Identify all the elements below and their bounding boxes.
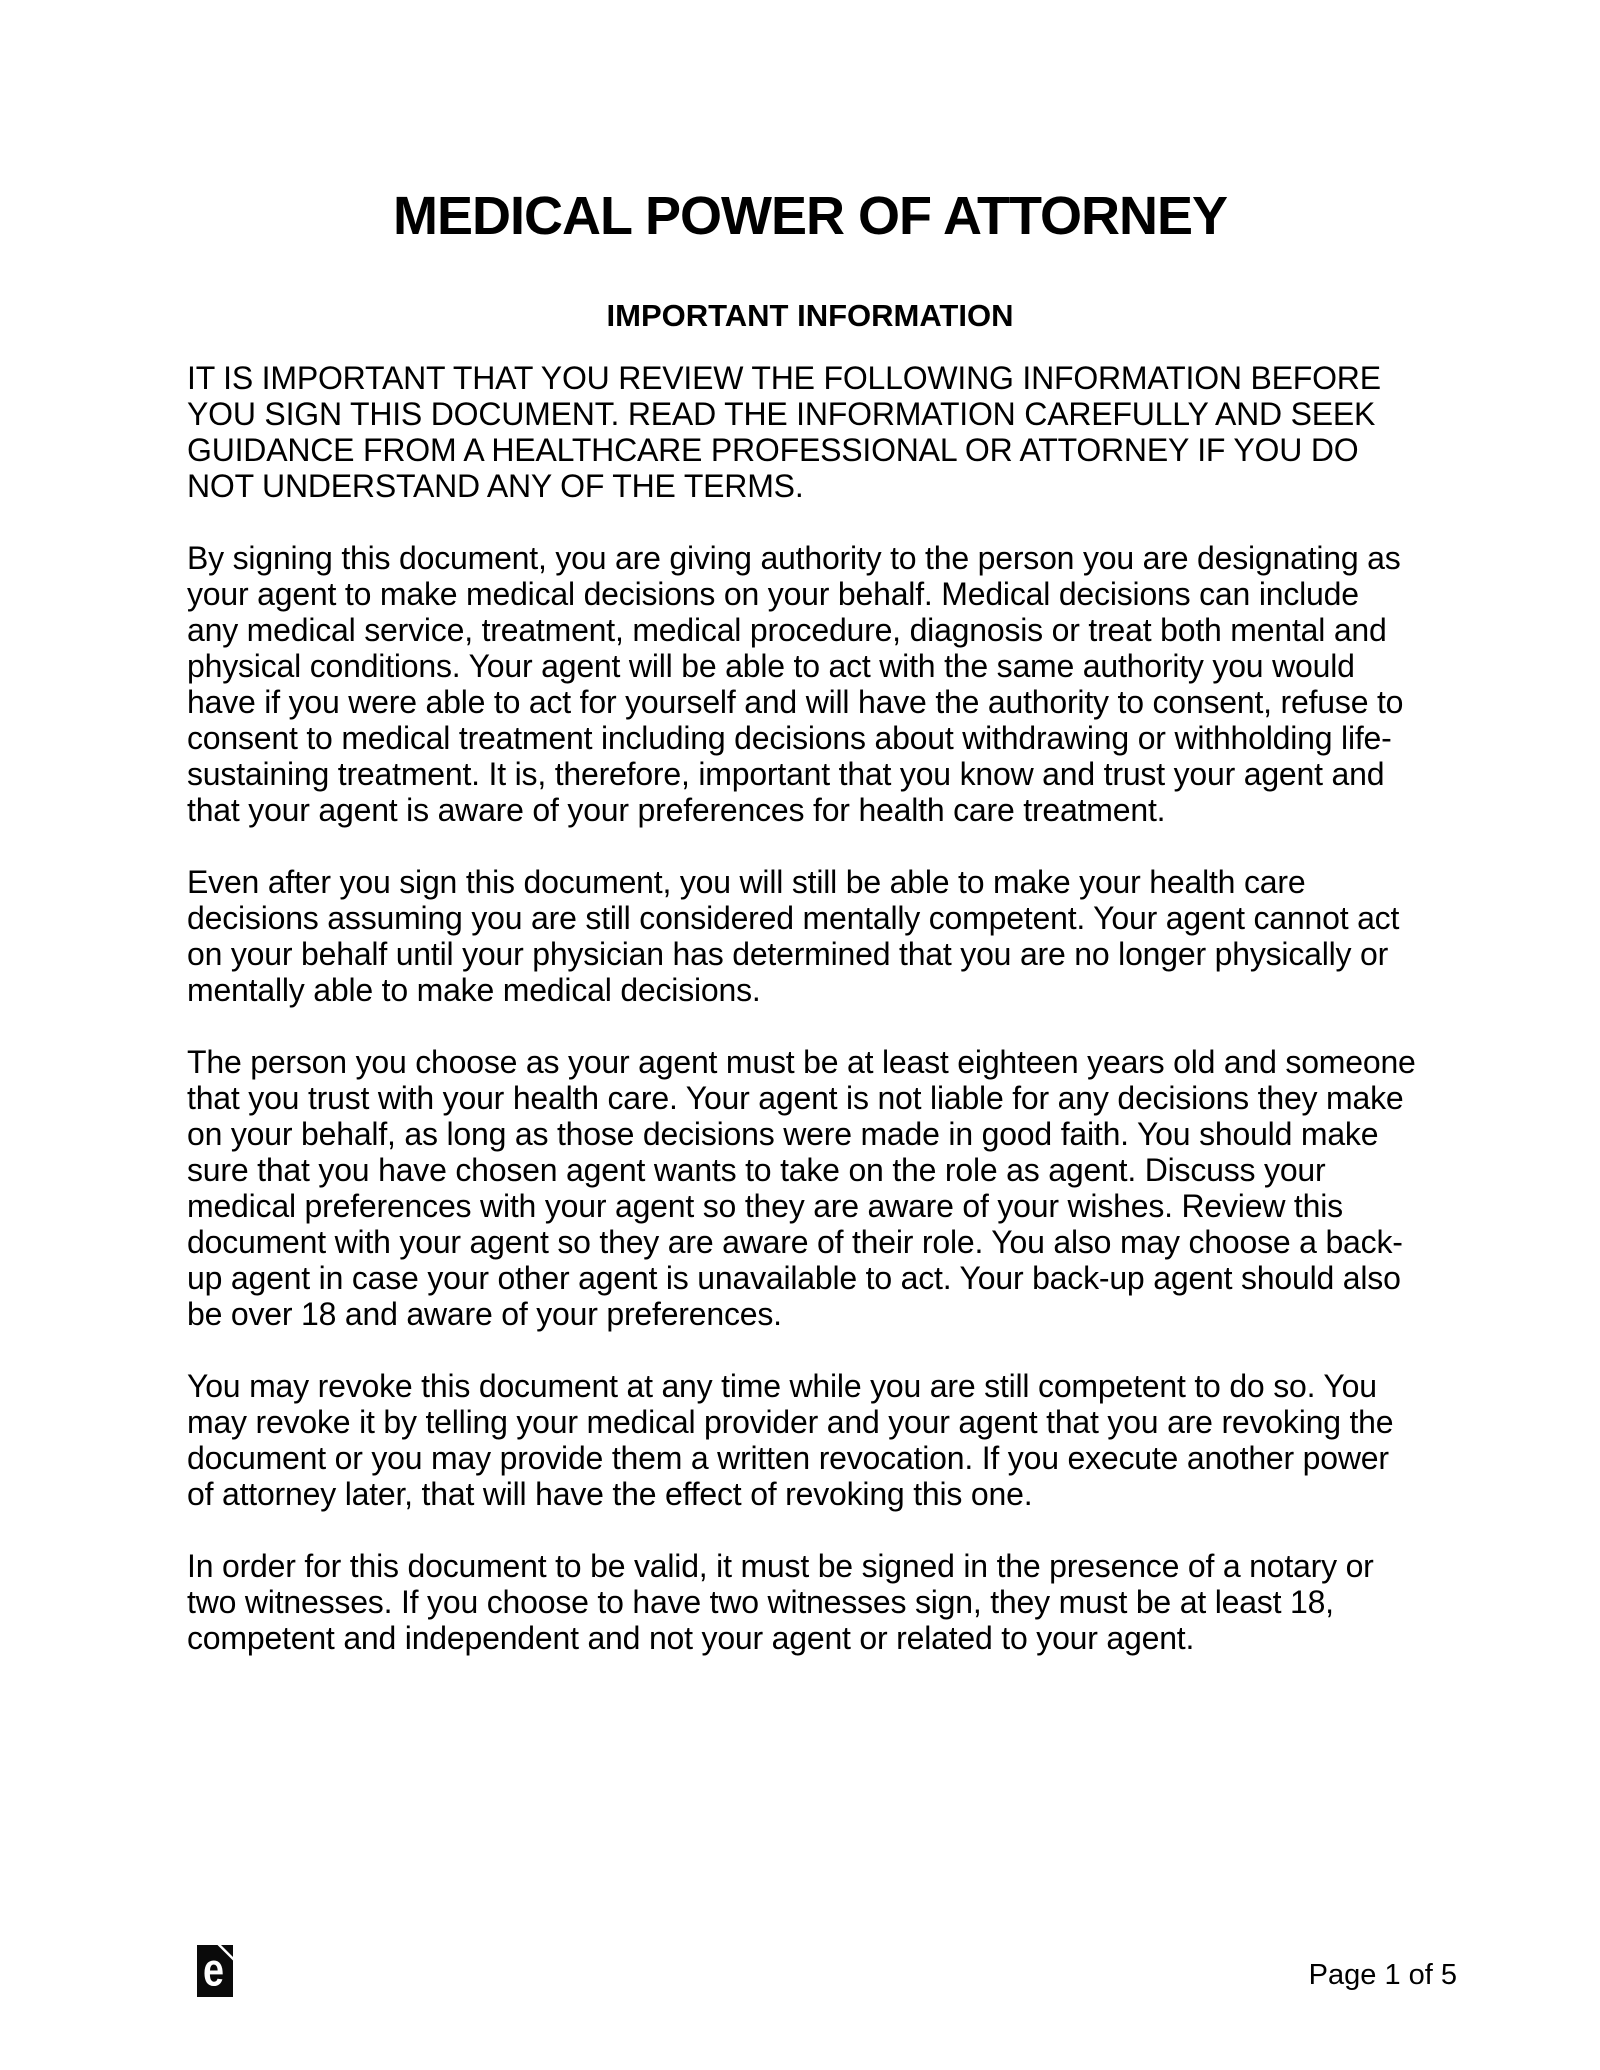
- text-line: GUIDANCE FROM A HEALTHCARE PROFESSIONAL OR ATTORNEY IF YOU DO: [187, 432, 1359, 468]
- text-line: document with your agent so they are aware of their role. You also may choose a back-: [187, 1224, 1403, 1260]
- text-line: document or you may provide them a written revocation. If you execute another power: [187, 1440, 1389, 1476]
- text-line: up agent in case your other agent is unavailable to act. Your back-up agent should also: [187, 1260, 1401, 1296]
- page-number: Page 1 of 5: [1308, 1959, 1457, 1991]
- paragraph-validity: [187, 1548, 1457, 1656]
- text-line: NOT UNDERSTAND ANY OF THE TERMS.: [187, 468, 804, 504]
- text-line: physical conditions. Your agent will be able to act with the same authority you would: [187, 648, 1355, 684]
- text-line: Even after you sign this document, you will still be able to make your health care: [187, 864, 1306, 900]
- text-line: two witnesses. If you choose to have two witnesses sign, they must be at least 18,: [187, 1584, 1334, 1620]
- paragraph-agent-selection: [187, 1044, 1457, 1332]
- text-line: medical preferences with your agent so they are aware of your wishes. Review this: [187, 1188, 1343, 1224]
- text-line: of attorney later, that will have the effect of revoking this one.: [187, 1476, 1033, 1512]
- text-line: By signing this document, you are giving authority to the person you are designating as: [187, 540, 1401, 576]
- text-line: may revoke it by telling your medical provider and your agent that you are revoking the: [187, 1404, 1394, 1440]
- document-title: MEDICAL POWER OF ATTORNEY: [392, 186, 1228, 246]
- text-line: your agent to make medical decisions on your behalf. Medical decisions can include: [187, 576, 1359, 612]
- text-line: that your agent is aware of your preferences for health care treatment.: [187, 792, 1166, 828]
- text-line: consent to medical treatment including decisions about withdrawing or withholding life-: [187, 720, 1392, 756]
- paragraph-competence: [187, 864, 1457, 1008]
- text-line: competent and independent and not your agent or related to your agent.: [187, 1620, 1195, 1656]
- text-line: sure that you have chosen agent wants to take on the role as agent. Discuss your: [187, 1152, 1326, 1188]
- text-line: any medical service, treatment, medical procedure, diagnosis or treat both mental and: [187, 612, 1387, 648]
- text-line: have if you were able to act for yourself and will have the authority to consent, refuse to: [187, 684, 1404, 720]
- text-line: IT IS IMPORTANT THAT YOU REVIEW THE FOLLOWING INFORMATION BEFORE: [187, 360, 1381, 396]
- text-line: You may revoke this document at any time while you are still competent to do so. You: [187, 1368, 1377, 1404]
- paragraph-agent-authority: [187, 540, 1457, 828]
- logo-letter: e: [203, 1945, 224, 1996]
- paragraph-review-notice: [187, 360, 1457, 504]
- text-line: on your behalf, as long as those decisions were made in good faith. You should make: [187, 1116, 1379, 1152]
- text-line: YOU SIGN THIS DOCUMENT. READ THE INFORMATION CAREFULLY AND SEEK: [187, 396, 1376, 432]
- text-line: that you trust with your health care. Your agent is not liable for any decisions they make: [187, 1080, 1404, 1116]
- section-heading: IMPORTANT INFORMATION: [606, 298, 1014, 333]
- text-line: be over 18 and aware of your preferences.: [187, 1296, 782, 1332]
- text-line: In order for this document to be valid, it must be signed in the presence of a notary or: [187, 1548, 1374, 1584]
- text-line: sustaining treatment. It is, therefore, important that you know and trust your agent and: [187, 756, 1385, 792]
- text-line: decisions assuming you are still considered mentally competent. Your agent cannot act: [187, 900, 1400, 936]
- text-line: on your behalf until your physician has determined that you are no longer physically or: [187, 936, 1389, 972]
- text-line: mentally able to make medical decisions.: [187, 972, 761, 1008]
- eforms-document-logo-icon: [197, 1945, 233, 1997]
- document-body: [187, 360, 1457, 1656]
- text-line: The person you choose as your agent must be at least eighteen years old and someone: [187, 1044, 1416, 1080]
- paragraph-revocation: [187, 1368, 1457, 1512]
